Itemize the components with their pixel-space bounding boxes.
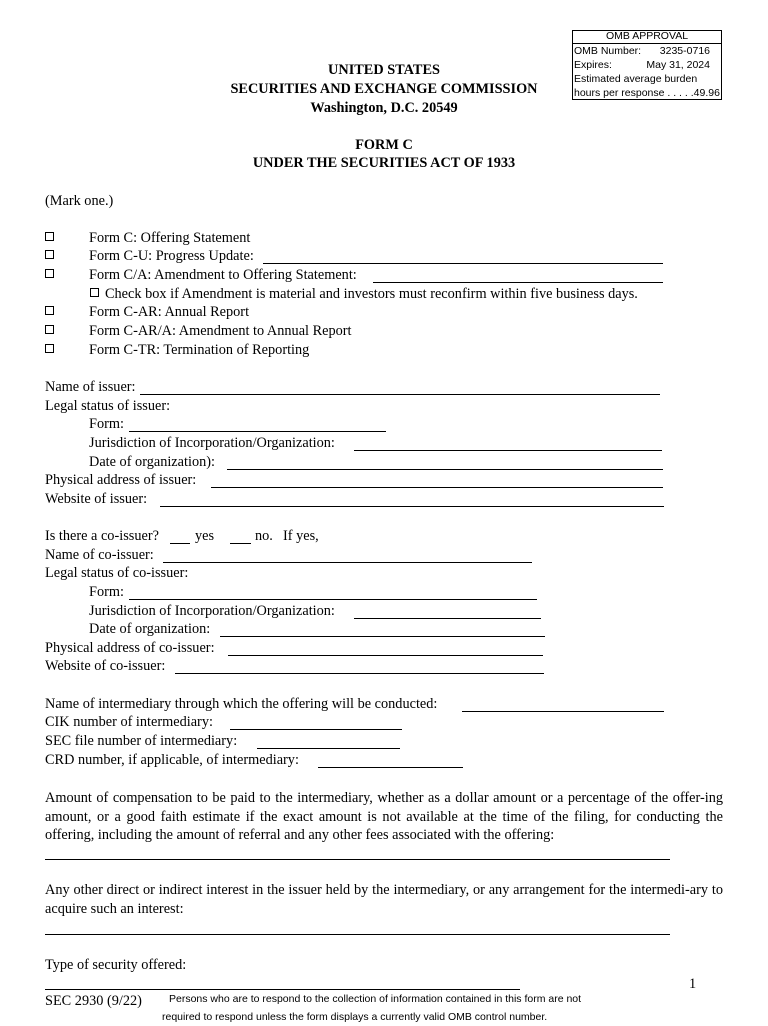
coissuer-address-field[interactable] xyxy=(228,655,543,656)
coissuer-address-label: Physical address of co-issuer: xyxy=(45,640,215,656)
option-form-c-tr-label: Form C-TR: Termination of Reporting xyxy=(89,342,310,358)
omb-number-row xyxy=(573,44,721,58)
checkbox-form-c-tr[interactable] xyxy=(45,341,55,359)
omb-expires-label: Expires: xyxy=(574,59,612,71)
coissuer-yes-label: yes xyxy=(195,528,215,544)
omb-burden-line1: Estimated average burden xyxy=(574,73,698,85)
coissuer-question-label: Is there a co-issuer? xyxy=(45,528,159,544)
checkbox-form-c-ar-a[interactable] xyxy=(45,322,55,340)
material-amendment-label: Check box if Amendment is material and investors must reconfirm within five business days. xyxy=(105,286,638,302)
amendment-field[interactable] xyxy=(373,282,663,283)
intermediary-interest-field[interactable] xyxy=(45,934,670,935)
omb-burden-line2: hours per response . . . . .49.96 xyxy=(574,87,720,99)
issuer-form-label: Form: xyxy=(89,416,124,432)
issuer-website-field[interactable] xyxy=(160,506,664,507)
coissuer-website-label: Website of co-issuer: xyxy=(45,658,166,674)
omb-title: OMB APPROVAL xyxy=(573,31,721,44)
progress-update-field[interactable] xyxy=(263,263,663,264)
coissuer-form-field[interactable] xyxy=(129,599,537,600)
intermediary-name-field[interactable] xyxy=(462,711,664,712)
intermediary-crd-field[interactable] xyxy=(318,767,463,768)
issuer-address-label: Physical address of issuer: xyxy=(45,472,197,488)
issuer-website-label: Website of issuer: xyxy=(45,491,148,507)
omb-number-value: 3235-0716 xyxy=(659,45,710,57)
intermediary-sec-file-label: SEC file number of intermediary: xyxy=(45,733,238,749)
issuer-legal-status-label: Legal status of issuer: xyxy=(45,398,171,414)
issuer-form-field[interactable] xyxy=(129,431,386,432)
issuer-name-label: Name of issuer: xyxy=(45,379,136,395)
checkbox-material-amendment[interactable] xyxy=(90,285,100,303)
header-line1: UNITED STATES xyxy=(328,62,440,78)
compensation-question: Amount of compensation to be paid to the intermediary, whether as a dollar amount or a percentage of the offer-ing amount, or a good faith estimate if the exact amount is not available at the time of the filing, for conducting the offering, including the amount of referral and any other fees associated with the offering: xyxy=(45,790,723,843)
coissuer-date-field[interactable] xyxy=(220,636,545,637)
form-title: FORM C xyxy=(355,137,413,153)
coissuer-website-field[interactable] xyxy=(175,673,544,674)
issuer-jurisdiction-field[interactable] xyxy=(354,450,662,451)
checkbox-form-c-a[interactable] xyxy=(45,266,55,284)
issuer-date-label: Date of organization): xyxy=(89,454,215,470)
issuer-name-field[interactable] xyxy=(140,394,660,395)
footer-notice-line1: Persons who are to respond to the collection of information contained in this form are not xyxy=(169,993,582,1005)
compensation-field[interactable] xyxy=(45,859,670,860)
option-form-c-u-label: Form C-U: Progress Update: xyxy=(89,248,254,264)
coissuer-if-yes-label: If yes, xyxy=(283,528,319,544)
coissuer-name-label: Name of co-issuer: xyxy=(45,547,154,563)
mark-one-instruction: (Mark one.) xyxy=(45,193,114,209)
security-type-field[interactable] xyxy=(45,989,520,990)
intermediary-cik-label: CIK number of intermediary: xyxy=(45,714,213,730)
page-number: 1 xyxy=(689,976,697,992)
footer-notice-line2: required to respond unless the form displays a currently valid OMB control number. xyxy=(162,1011,548,1023)
coissuer-form-label: Form: xyxy=(89,584,124,600)
footer-form-id: SEC 2930 (9/22) xyxy=(45,993,142,1009)
header-line3: Washington, D.C. 20549 xyxy=(310,100,458,116)
issuer-address-field[interactable] xyxy=(211,487,663,488)
header-line2: SECURITIES AND EXCHANGE COMMISSION xyxy=(230,81,538,97)
form-subtitle: UNDER THE SECURITIES ACT OF 1933 xyxy=(252,155,516,171)
checkbox-form-c-ar[interactable] xyxy=(45,303,55,321)
intermediary-cik-field[interactable] xyxy=(230,729,402,730)
option-form-c-ar-label: Form C-AR: Annual Report xyxy=(89,304,250,320)
option-form-c-a-label: Form C/A: Amendment to Offering Statement: xyxy=(89,267,357,283)
option-form-c-label: Form C: Offering Statement xyxy=(89,230,251,246)
omb-expires-value: May 31, 2024 xyxy=(646,59,710,71)
coissuer-no-field[interactable] xyxy=(230,543,251,544)
checkbox-form-c-u[interactable] xyxy=(45,247,55,265)
checkbox-form-c[interactable] xyxy=(45,229,55,247)
intermediary-crd-label: CRD number, if applicable, of intermediary: xyxy=(45,752,299,768)
omb-number-label: OMB Number: xyxy=(574,45,642,57)
coissuer-jurisdiction-field[interactable] xyxy=(354,618,541,619)
coissuer-no-label: no. xyxy=(255,528,273,544)
intermediary-interest-question: Any other direct or indirect interest in the issuer held by the intermediary, or any arrangement for the intermedi-ary to acquire such an interest: xyxy=(45,882,723,917)
option-form-c-ar-a-label: Form C-AR/A: Amendment to Annual Report xyxy=(89,323,352,339)
coissuer-yes-field[interactable] xyxy=(170,543,190,544)
issuer-date-field[interactable] xyxy=(227,469,663,470)
coissuer-name-field[interactable] xyxy=(163,562,532,563)
issuer-jurisdiction-label: Jurisdiction of Incorporation/Organization: xyxy=(89,435,335,451)
coissuer-jurisdiction-label: Jurisdiction of Incorporation/Organization: xyxy=(89,603,335,619)
coissuer-legal-status-label: Legal status of co-issuer: xyxy=(45,565,189,581)
intermediary-sec-file-field[interactable] xyxy=(257,748,400,749)
security-type-label: Type of security offered: xyxy=(45,957,187,973)
coissuer-date-label: Date of organization: xyxy=(89,621,211,637)
intermediary-name-label: Name of intermediary through which the offering will be conducted: xyxy=(45,696,438,712)
